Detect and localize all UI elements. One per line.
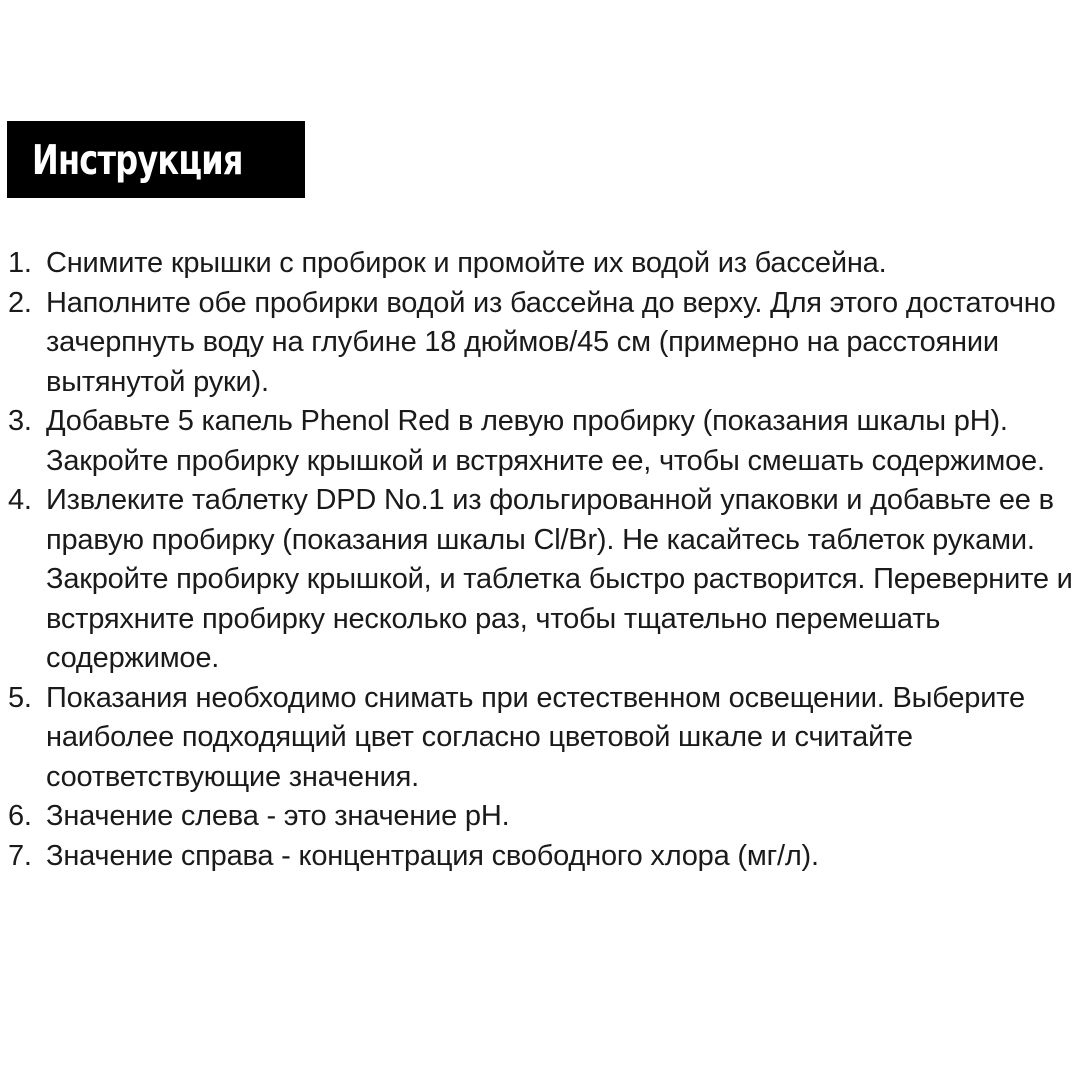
step-number: 7. — [8, 839, 32, 872]
step-text: Добавьте 5 капель Phenol Red в левую пробирку (показания шкалы pH). Закройте пробирку крышкой и встряхните ее, чтобы смешать содержимое. — [46, 405, 1045, 477]
step-number: 5. — [8, 681, 32, 714]
step-text: Показания необходимо снимать при естественном освещении. Выберите наиболее подходящий цвет согласно цветовой шкале и считайте соответствующие значения. — [46, 681, 1025, 793]
step-number: 2. — [8, 286, 32, 319]
instruction-step — [8, 837, 1076, 877]
instruction-step — [8, 244, 1076, 284]
instruction-list — [8, 244, 1076, 876]
instruction-step — [8, 481, 1076, 679]
step-number: 1. — [8, 247, 32, 279]
step-text: Значение справа - концентрация свободного хлора (мг/л). — [46, 839, 819, 872]
page-title: Инструкция — [32, 135, 243, 184]
step-number: 3. — [8, 405, 32, 437]
step-text: Наполните обе пробирки водой из бассейна до верху. Для этого достаточно зачерпнуть воду на глубине 18 дюймов/45 см (примерно на расстоянии вытянутой руки). — [46, 286, 1056, 398]
instruction-step — [8, 797, 1076, 837]
step-number: 6. — [8, 800, 32, 832]
step-number: 4. — [8, 484, 32, 516]
step-text: Снимите крышки с пробирок и промойте их водой из бассейна. — [46, 247, 887, 279]
instruction-step — [8, 679, 1076, 798]
title-banner — [7, 121, 305, 198]
step-text: Извлеките таблетку DPD No.1 из фольгированной упаковки и добавьте ее в правую пробирку (показания шкалы Cl/Br). Не касайтесь таблеток руками. Закройте пробирку крышкой, и таблетка быстро растворится. Переверните и встряхните пробирку несколько раз, чтобы тщательно перемешать содержимое. — [46, 484, 1073, 674]
step-text: Значение слева - это значение pH. — [46, 800, 510, 832]
instruction-step — [8, 284, 1076, 403]
instruction-step — [8, 402, 1076, 481]
